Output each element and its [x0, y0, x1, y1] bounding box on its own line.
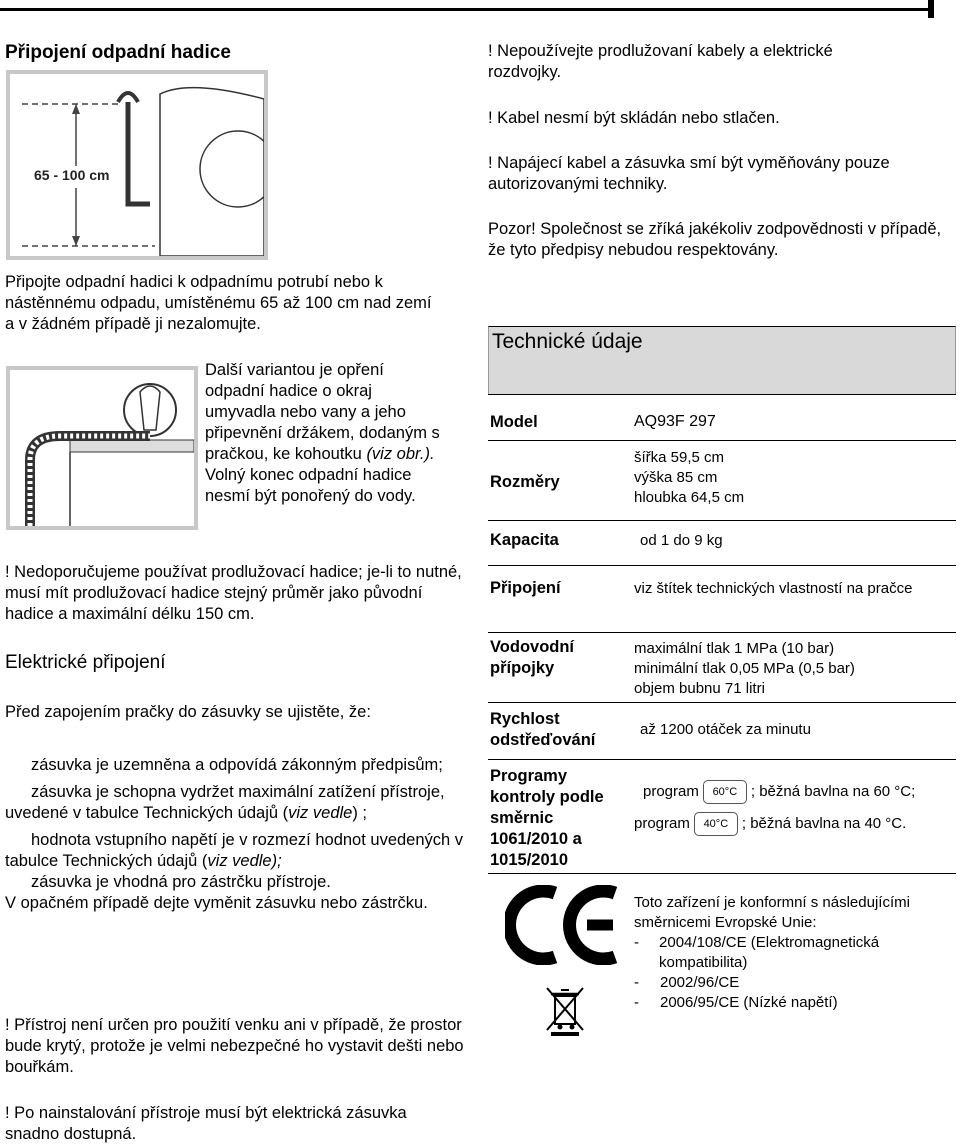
capacity-value: od 1 do 9 kg [640, 532, 723, 549]
drain-hose-title: Připojení odpadní hadice [5, 42, 231, 63]
extension-hose-warning: ! Nedoporučujeme používat prodlužovací hadice; je-li to nutné, musí mít prodlužovací hadice stejný průměr jako původní hadice a maximální délku 150 cm. [5, 563, 462, 623]
sink-variant-ref: (viz obr.). [366, 445, 435, 463]
tech-data-header [488, 326, 956, 394]
check-item-load-end: ) ; [352, 804, 368, 822]
outdoor-warning: ! Přístroj není určen pro použití venku ani v případě, že prostor bude krytý, protože je velmi nebezpečné ho vystavit dešti nebo bouřkám. [5, 1016, 464, 1076]
program-60-text: ; běžná bavlna na 60 °C; [750, 782, 916, 800]
drain-instructions: Připojte odpadní hadici k odpadnímu potrubí nebo k nástěnnému odpadu, umístěnému 65 až 100 cm nad zemí a v žádném případě ji nezalomujte. [5, 273, 432, 333]
water-min-pressure: minimální tlak 0,05 MPa (0,5 bar) [634, 660, 855, 677]
dimensions-label: Rozměry [490, 473, 560, 491]
bullet-dash: - [634, 934, 639, 951]
opposite-case-text: V opačném případě dejte vyměnit zásuvku nebo zástrčku. [5, 894, 428, 912]
water-max-pressure: maximální tlak 1 MPa (10 bar) [634, 640, 835, 657]
hose-end-warning: Volný konec odpadní hadice nesmí být ponořený do vody. [205, 466, 416, 505]
drain-height-figure [6, 70, 268, 260]
directive-emc [634, 933, 960, 973]
row-model [488, 394, 956, 440]
warning-cable-replace: ! Napájecí kabel a zásuvka smí být vyměňovány pouze autorizovanými techniky. [488, 154, 890, 193]
electric-checklist [5, 755, 465, 914]
directive-weee [634, 973, 960, 993]
eu-conformity [634, 893, 960, 1013]
drum-volume: objem bubnu 71 litri [634, 680, 765, 697]
check-item-load [5, 782, 465, 824]
check-item-voltage-text: hodnota vstupního napětí je v rozmezí hodnot uvedených v tabulce Technických údajů ( [5, 831, 464, 870]
program-60 [643, 780, 915, 804]
dimensions-values [634, 448, 744, 508]
sink-variant-text [205, 360, 445, 507]
program-40 [634, 812, 906, 836]
check-item-load-ref: viz vedle [288, 804, 353, 822]
program-40-badge: 40°C [694, 812, 738, 836]
conformity-statement: Toto zařízení je konformní s následujícími směrnicemi Evropské Unie: [634, 894, 910, 931]
ce-mark-icon [505, 885, 625, 965]
crossed-bin-icon [543, 984, 587, 1036]
dimension-depth: hloubka 64,5 cm [634, 489, 745, 506]
water-values [634, 639, 855, 699]
height-range-label: 65 - 100 cm [34, 167, 110, 183]
check-item-voltage-ref: viz vedle); [207, 852, 282, 870]
sink-hose-illustration [10, 370, 194, 526]
sink-variant-main: Další variantou je opření odpadní hadice o okraj umyvadla nebo vany a jeho připevnění držákem, dodaným s pračkou, ke kohoutku [205, 361, 440, 463]
directive-lvd [634, 993, 960, 1013]
programs-label: Programy kontroly podle směrnic 1061/2010 a 1015/2010 [490, 767, 604, 869]
dimension-height: výška 85 cm [634, 469, 718, 486]
warning-extension-cables: ! Nepoužívejte prodlužovaní kabely a elektrické rozdvojky. [488, 42, 833, 81]
sink-hose-figure [6, 366, 198, 530]
spin-value: až 1200 otáček za minutu [640, 721, 811, 738]
top-rule [0, 8, 930, 11]
check-item-load-text: zásuvka je schopna vydržet maximální zatížení přístroje, uvedené v tabulce Technických údajů ( [5, 783, 445, 822]
model-value: AQ93F 297 [634, 413, 716, 430]
directive-weee-text: 2002/96/CE [660, 974, 740, 991]
check-item-plug: zásuvka je vhodná pro zástrčku přístroje. [31, 873, 331, 891]
model-label: Model [490, 413, 538, 431]
program-40-text: ; běžná bavlna na 40 °C. [741, 814, 907, 832]
water-label: Vodovodní přípojky [490, 638, 575, 677]
ce-mark-logo [505, 885, 625, 970]
tech-data-title: Technické údaje [492, 330, 643, 353]
electric-connection-title: Elektrické připojení [5, 652, 166, 673]
weee-bin-logo [543, 984, 587, 1041]
access-warning: ! Po nainstalování přístroje musí být elektrická zásuvka snadno dostupná. [5, 1104, 407, 1143]
bullet-dash: - [634, 994, 639, 1011]
spin-label: Rychlost odstřeďování [490, 710, 596, 749]
capacity-label: Kapacita [490, 531, 559, 549]
warning-cable-fold: ! Kabel nesmí být skládán nebo stlačen. [488, 109, 780, 127]
directive-emc-text: 2004/108/CE (Elektromagnetická kompatibilita) [659, 934, 880, 971]
program-60-word: program [643, 782, 699, 800]
drain-height-illustration [10, 74, 264, 256]
disclaimer-text: Pozor! Společnost se zříká jakékoliv zodpovědnosti v případě, že tyto předpisy nebudou respektovány. [488, 220, 942, 259]
check-item-voltage [5, 830, 465, 872]
top-corner-mark [928, 0, 934, 18]
dimension-width: šířka 59,5 cm [634, 449, 725, 466]
electric-intro: Před zapojením pračky do zásuvky se ujistěte, že: [5, 703, 371, 721]
directive-lvd-text: 2006/95/CE (Nízké napětí) [660, 994, 838, 1011]
program-60-badge: 60°C [703, 780, 747, 804]
program-40-word: program [634, 814, 690, 832]
check-item-grounded: zásuvka je uzemněna a odpovídá zákonným předpisům; [31, 756, 443, 774]
bullet-dash: - [634, 974, 639, 991]
connection-value: viz štítek technických vlastností na pračce [634, 580, 913, 597]
connection-label: Připojení [490, 579, 561, 597]
